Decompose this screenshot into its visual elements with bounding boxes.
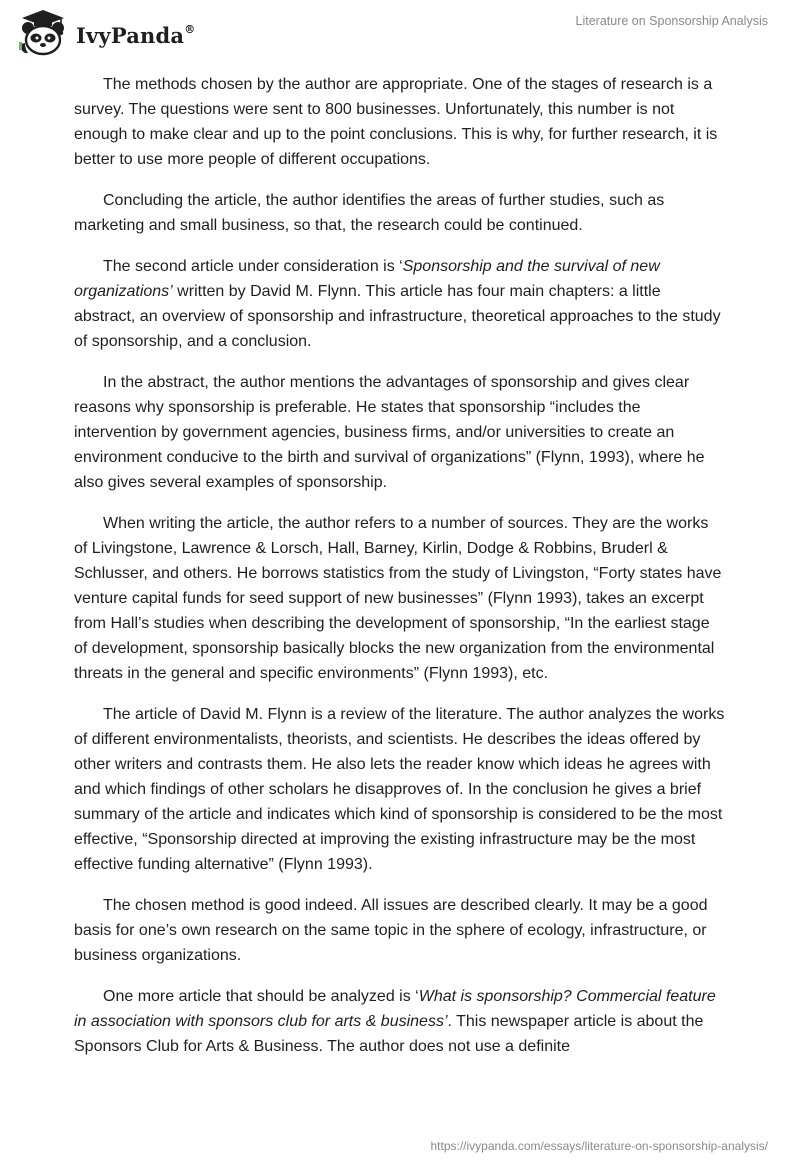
brand-logo[interactable] (14, 8, 195, 58)
paragraph: Concluding the article, the author identifies the areas of further studies, such as marketing and small business, so that, the research could be continued. (74, 192, 665, 234)
paragraph: In the abstract, the author mentions the advantages of sponsorship and gives clear reasons why sponsorship is preferable. He states that sponsorship “includes the intervention by government agencies, business firms, and/or universities to create an environment conducive to the birth and survival of organizations” (Flynn, 1993), where he also gives several examples of sponsorship. (74, 374, 705, 491)
paragraph: The article of David M. Flynn is a review of the literature. The author analyzes the works of different environmentalists, theorists, and scientists. He describes the ideas offered by other writers and contrasts them. He also lets the reader know which ideas he agrees with and which findings of other scholars he disapproves of. In the conclusion he gives a brief summary of the article and indicates which kind of sponsorship is considered to be the most effective, “Sponsorship directed at improving the existing infrastructure may be the most effective funding alternative” (Flynn 1993). (74, 706, 725, 873)
article-title: What is sponsorship? Commercial feature in association with sponsors club for arts & business’ (74, 988, 716, 1030)
page-header (0, 0, 800, 70)
essay-body (74, 72, 726, 1075)
paragraph: When writing the article, the author refers to a number of sources. They are the works of Livingstone, Lawrence & Lorsch, Hall, Barney, Kirlin, Dodge & Robbins, Bruderl & Schlusser, and others. He borrows statistics from the study of Livingston, “Forty states have venture capital funds for seed support of new businesses” (Flynn 1993), takes an excerpt from Hall’s studies when describing the development of sponsorship, “In the earliest stage of development, sponsorship basically blocks the new organization from the environmental threats in the general and specific environments” (Flynn 1993), etc. (74, 515, 722, 682)
source-url[interactable]: https://ivypanda.com/essays/literature-on-sponsorship-analysis/ (430, 1139, 768, 1153)
document-title: Literature on Sponsorship Analysis (575, 14, 768, 28)
article-title: Sponsorship and the survival of new organizations’ (74, 258, 660, 300)
paragraph: The methods chosen by the author are appropriate. One of the stages of research is a survey. The questions were sent to 800 businesses. Unfortunately, this number is not enough to make clear and up to the point conclusions. This is why, for further research, it is better to use more people of different occupations. (74, 76, 718, 168)
paragraph: The chosen method is good indeed. All issues are described clearly. It may be a good basis for one’s own research on the same topic in the sphere of ecology, infrastructure, or business organizations. (74, 897, 708, 964)
paragraph: One more article that should be analyzed is ‘What is sponsorship? Commercial feature in association with sponsors club for arts & business’. This newspaper article is about the Sponsors Club for Arts & Business. The author does not use a definite (74, 988, 716, 1055)
paragraph: The second article under consideration is ‘Sponsorship and the survival of new organizations’ written by David M. Flynn. This article has four main chapters: a little abstract, an overview of sponsorship and infrastructure, theoretical approaches to the study of sponsorship, and a conclusion. (74, 258, 721, 350)
brand-name: IvyPanda® (76, 22, 196, 48)
panda-logo-icon (14, 8, 72, 58)
